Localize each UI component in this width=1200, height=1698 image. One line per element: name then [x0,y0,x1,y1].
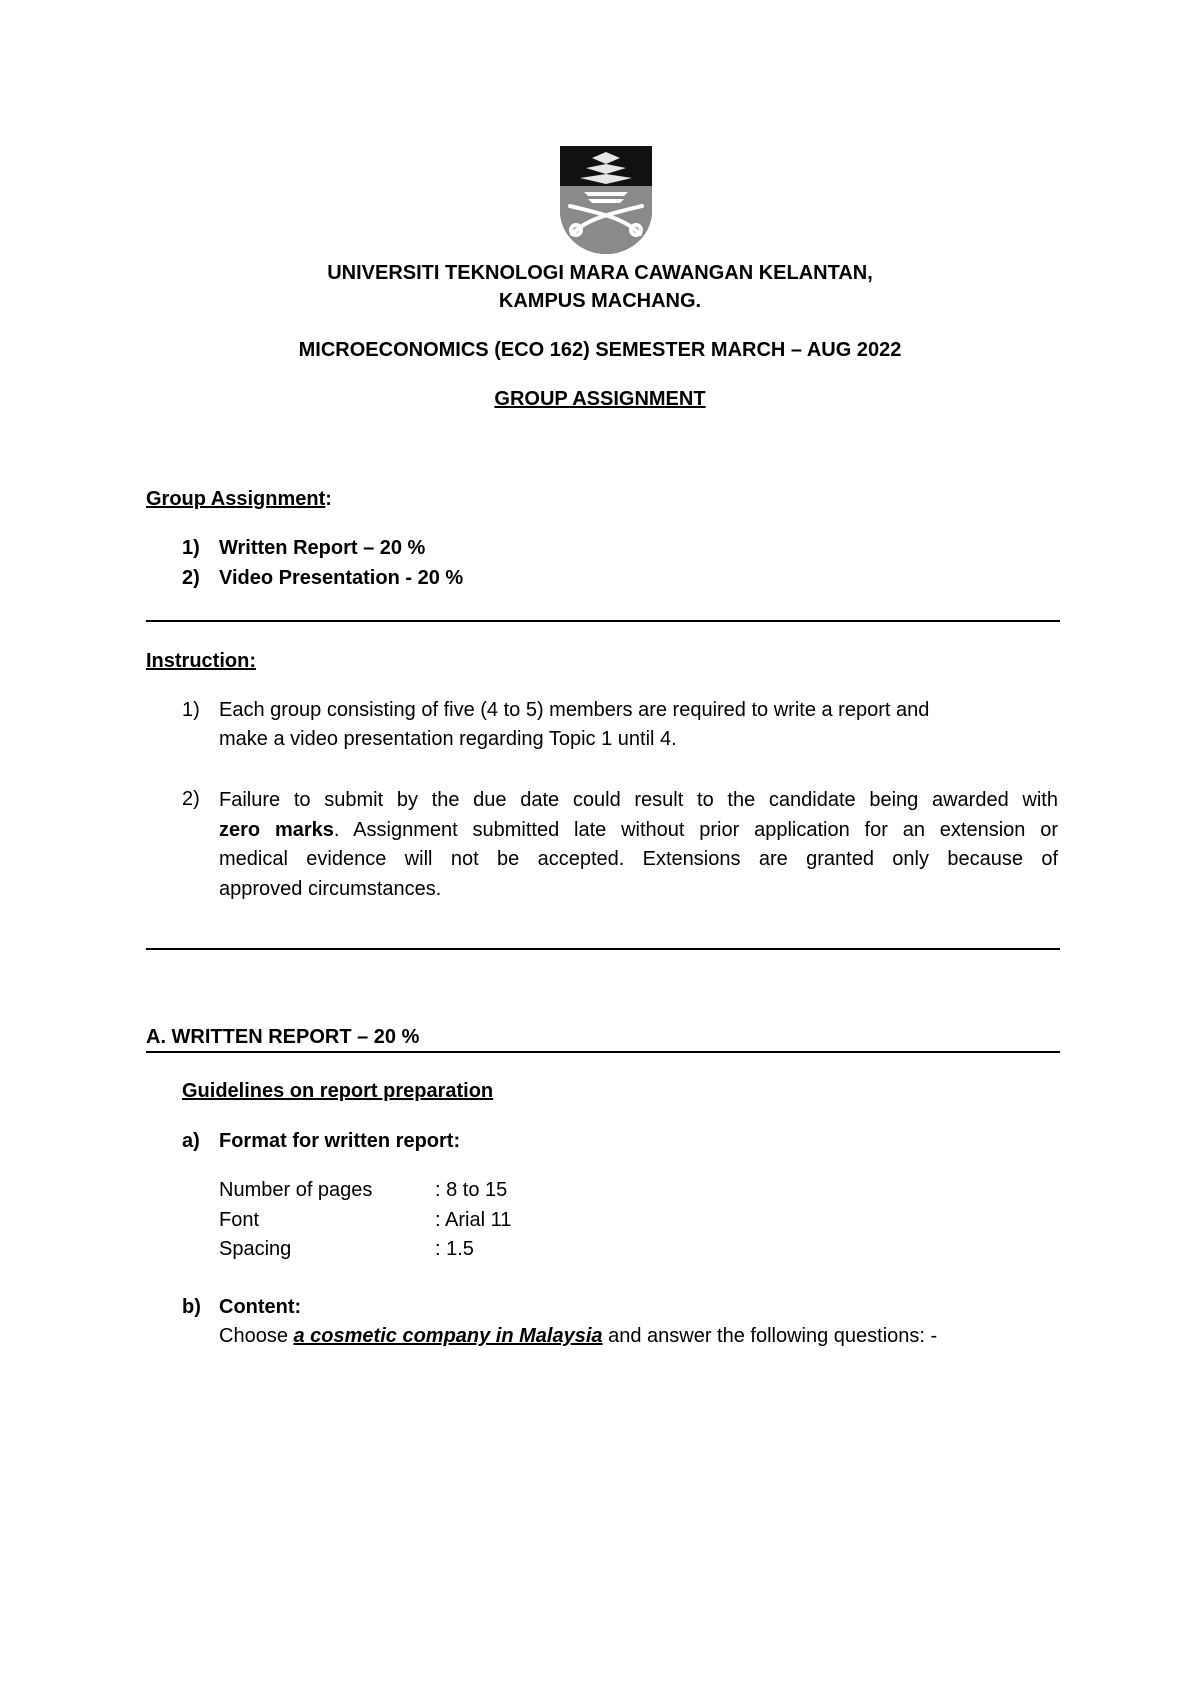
content-label: b) [182,1296,201,1318]
format-value-pages: : 8 to 15 [435,1179,508,1201]
instruction-num-1: 1) [182,699,200,721]
group-assignment-heading: Group Assignment [146,488,326,510]
university-crest-icon [558,144,654,256]
group-item-num-1: 1) [182,537,200,559]
instruction-num-2: 2) [182,788,200,810]
group-item-text-1: Written Report – 20 % [219,537,426,559]
instruction-2-line1: Failure to submit by the due date could result to the candidate being awarded with [219,789,1058,811]
group-assignment-colon: : [325,488,332,510]
content-suffix: and answer the following questions: - [602,1325,938,1347]
group-assignment-heading-wrap [146,486,332,512]
instruction-2-line2-rest: . Assignment submitted late without prior application for an extension or [333,818,1058,841]
format-key-spacing: Spacing [219,1238,292,1260]
instruction-2-line3: medical evidence will not be accepted. Extensions are granted only because of [219,848,1058,870]
format-heading: Format for written report: [219,1130,461,1152]
format-value-spacing: : 1.5 [435,1238,474,1260]
section-a-underline [146,1051,1060,1053]
format-key-font: Font [219,1209,260,1231]
university-name-line2: KAMPUS MACHANG. [498,290,702,312]
written-report-heading: A. WRITTEN REPORT – 20 % [146,1026,420,1048]
cosmetic-company-emphasis: a cosmetic company in Malaysia [293,1325,603,1347]
instruction-2-paragraph [219,786,1058,904]
content-instruction [219,1323,937,1349]
instruction-1-line2: make a video presentation regarding Topic 1 until 4. [219,728,677,750]
zero-marks-emphasis: zero marks [219,818,334,841]
content-heading: Content: [219,1296,302,1318]
instruction-2-line4: approved circumstances. [219,877,442,900]
group-item-num-2: 2) [182,567,200,589]
guidelines-heading: Guidelines on report preparation [182,1080,494,1102]
divider-bottom [146,948,1060,950]
doc-title: GROUP ASSIGNMENT [494,388,706,410]
doc-title-wrap [0,386,1200,412]
format-label: a) [182,1130,200,1152]
format-key-pages: Number of pages [219,1179,373,1201]
divider-top [146,620,1060,622]
university-name-line1: UNIVERSITI TEKNOLOGI MARA CAWANGAN KELANTAN, [327,262,873,284]
instruction-heading: Instruction: [146,650,256,672]
format-value-font: : Arial 11 [435,1209,512,1231]
content-prefix: Choose [219,1325,294,1347]
group-item-text-2: Video Presentation - 20 % [219,567,464,589]
instruction-1-line1: Each group consisting of five (4 to 5) members are required to write a report and [219,699,930,721]
course-title: MICROECONOMICS (ECO 162) SEMESTER MARCH – AUG 2022 [298,339,902,361]
instruction-2-line2 [219,816,1058,846]
